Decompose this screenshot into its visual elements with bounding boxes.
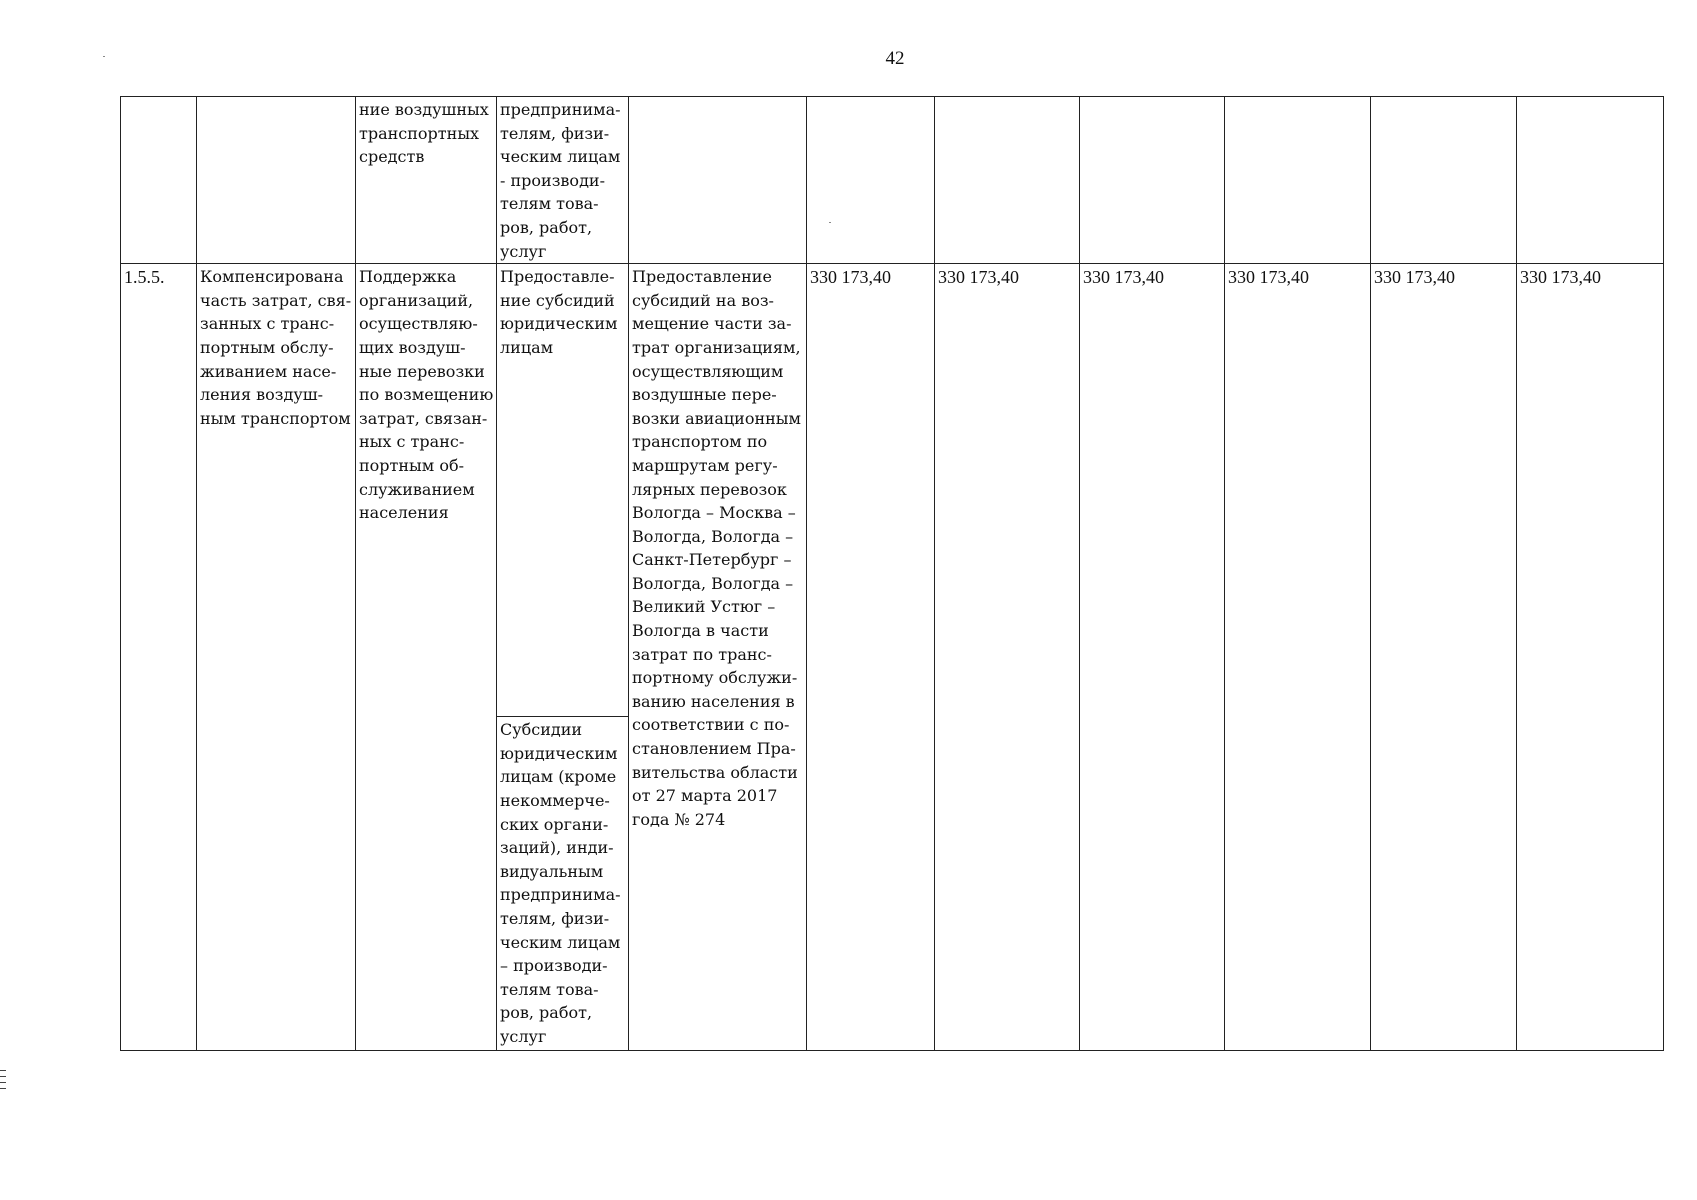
cell-empty	[1517, 97, 1664, 264]
amount-cell: 330 173,40	[935, 264, 1080, 1051]
cell-activity: Поддержка организаций, осуществляю-щих воздуш-ные перевозки по возмещению затрат, связан-ных с транс-портным об-служиванием населения	[356, 264, 497, 1051]
cell-empty	[1080, 97, 1225, 264]
amount-cell: 330 173,40	[1225, 264, 1371, 1051]
financing-table	[120, 96, 1664, 1051]
cell-empty	[629, 97, 807, 264]
cell-activity-continued: ние воздушных транспортных средств	[356, 97, 497, 264]
margin-marks	[0, 1070, 6, 1094]
cell-empty	[197, 97, 356, 264]
cell-kind-2: Субсидии юридическим лицам (кроме некоммерче-ских органи-заций), инди-видуальным предпринима-телям, физи-ческим лицам – производи-телям това-ров, работ, услуг	[497, 717, 629, 1051]
amount-cell: 330 173,40	[1517, 264, 1664, 1051]
cell-empty	[1225, 97, 1371, 264]
cell-result: Компенсирована часть затрат, свя-занных с транс-портным обслу-живанием насе-ления воздуш-ным транспортом	[197, 264, 356, 1051]
cell-kind-1: Предоставле-ние субсидий юридическим лицам	[497, 264, 629, 717]
cell-empty	[807, 97, 935, 264]
amount-cell: 330 173,40	[807, 264, 935, 1051]
cell-description: Предоставление субсидий на воз-мещение части за-трат организациям, осуществляющим воздушные пере-возки авиационным транспортом по маршрутам регу-лярных перевозок Вологда – Москва – Вологда, Вологда – Санкт-Петербург – Вологда, Вологда – Великий Устюг – Вологда в части затрат по транс-портному обслужи-ванию населения в соответствии с по-становлением Пра-вительства области от 27 марта 2017 года № 274	[629, 264, 807, 1051]
scan-dot	[829, 222, 831, 223]
cell-empty	[935, 97, 1080, 264]
table-row-continuation	[121, 97, 1664, 264]
table-row-1-5-5	[121, 264, 1664, 717]
row-number: 1.5.5.	[121, 264, 197, 1051]
amount-cell: 330 173,40	[1371, 264, 1517, 1051]
page-number: 42	[885, 48, 905, 69]
amount-cell: 330 173,40	[1080, 264, 1225, 1051]
cell-kind-continued: предпринима-телям, физи-ческим лицам - производи-телям това-ров, работ, услуг	[497, 97, 629, 264]
scan-dot	[103, 56, 105, 57]
cell-empty	[1371, 97, 1517, 264]
cell-empty	[121, 97, 197, 264]
